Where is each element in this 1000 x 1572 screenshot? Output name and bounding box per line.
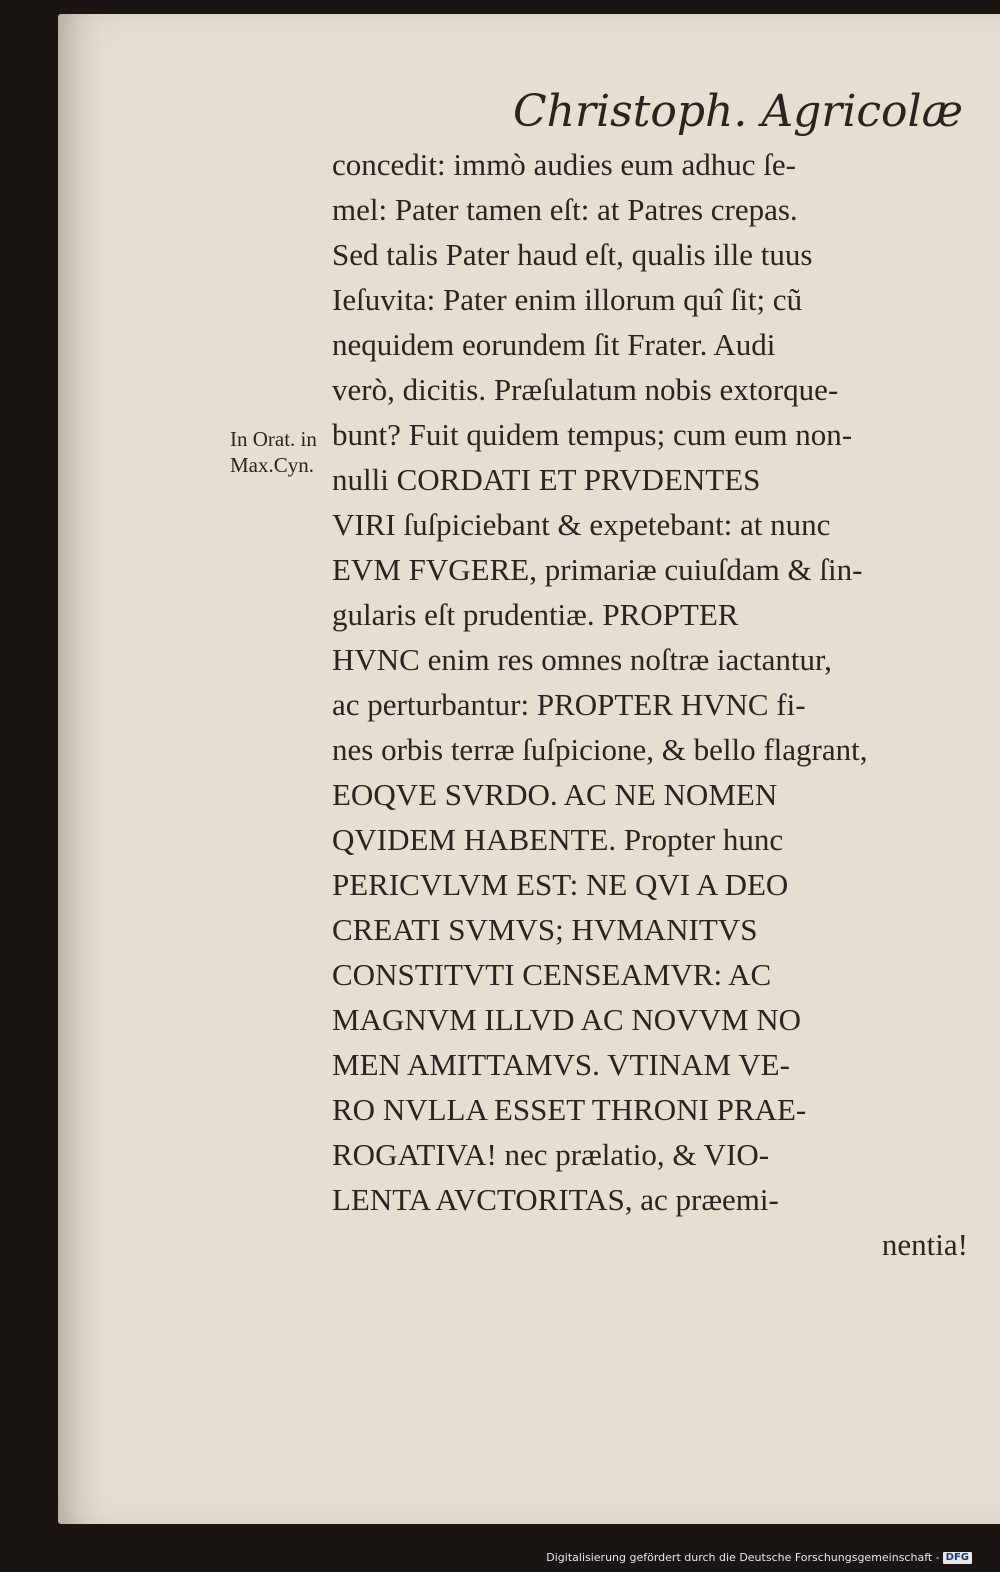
text-line: verò, dicitis. Præſulatum nobis extorque- xyxy=(332,372,839,407)
text-line: EOQVE SVRDO. AC NE NOMEN xyxy=(332,777,778,812)
text-line: nentia! xyxy=(881,1227,968,1262)
digitization-credit xyxy=(546,1551,972,1565)
dfg-logo: DFG xyxy=(943,1552,972,1564)
running-head: Christoph. Agricolæ xyxy=(513,86,963,137)
margin-note-line: In Orat. in xyxy=(230,427,317,451)
credit-text: Digitalisierung gefördert durch die Deutsche Forschungsgemeinschaft - xyxy=(546,1551,940,1564)
text-line: bunt? Fuit quidem tempus; cum eum non- xyxy=(332,417,853,452)
text-line: LENTA AVCTORITAS, ac præemi- xyxy=(332,1182,779,1217)
text-line: mel: Pater tamen eſt: at Patres crepas. xyxy=(332,192,798,227)
text-line: RO NVLLA ESSET THRONI PRAE- xyxy=(332,1092,807,1127)
text-line: ac perturbantur: PROPTER HVNC fi- xyxy=(332,687,806,722)
text-line: ROGATIVA! nec prælatio, & VIO- xyxy=(332,1137,770,1172)
body-text xyxy=(332,142,968,1267)
text-line: PERICVLVM EST: NE QVI A DEO xyxy=(332,867,789,902)
text-line: MEN AMITTAMVS. VTINAM VE- xyxy=(332,1047,790,1082)
text-line: QVIDEM HABENTE. Propter hunc xyxy=(332,822,784,857)
text-line: MAGNVM ILLVD AC NOVVM NO xyxy=(332,1002,802,1037)
text-line: EVM FVGERE, primariæ cuiuſdam & ſin- xyxy=(332,552,863,587)
text-line: nes orbis terræ ſuſpicione, & bello flagrant, xyxy=(332,732,868,767)
text-line: gularis eſt prudentiæ. PROPTER xyxy=(332,597,739,632)
text-line: Ieſuvita: Pater enim illorum quî ſit; cũ xyxy=(332,282,803,317)
text-line: VIRI ſuſpiciebant & expetebant: at nunc xyxy=(332,507,831,542)
text-line: nequidem eorundem ſit Frater. Audi xyxy=(332,327,776,362)
text-line: nulli CORDATI ET PRVDENTES xyxy=(332,462,761,497)
text-line: Sed talis Pater haud eſt, qualis ille tuus xyxy=(332,237,813,272)
text-line: CONSTITVTI CENSEAMVR: AC xyxy=(332,957,772,992)
margin-note-line: Max.Cyn. xyxy=(230,453,314,477)
text-line: HVNC enim res omnes noſtræ iactantur, xyxy=(332,642,832,677)
text-line: concedit: immò audies eum adhuc ſe- xyxy=(332,147,796,182)
text-line: CREATI SVMVS; HVMANITVS xyxy=(332,912,758,947)
